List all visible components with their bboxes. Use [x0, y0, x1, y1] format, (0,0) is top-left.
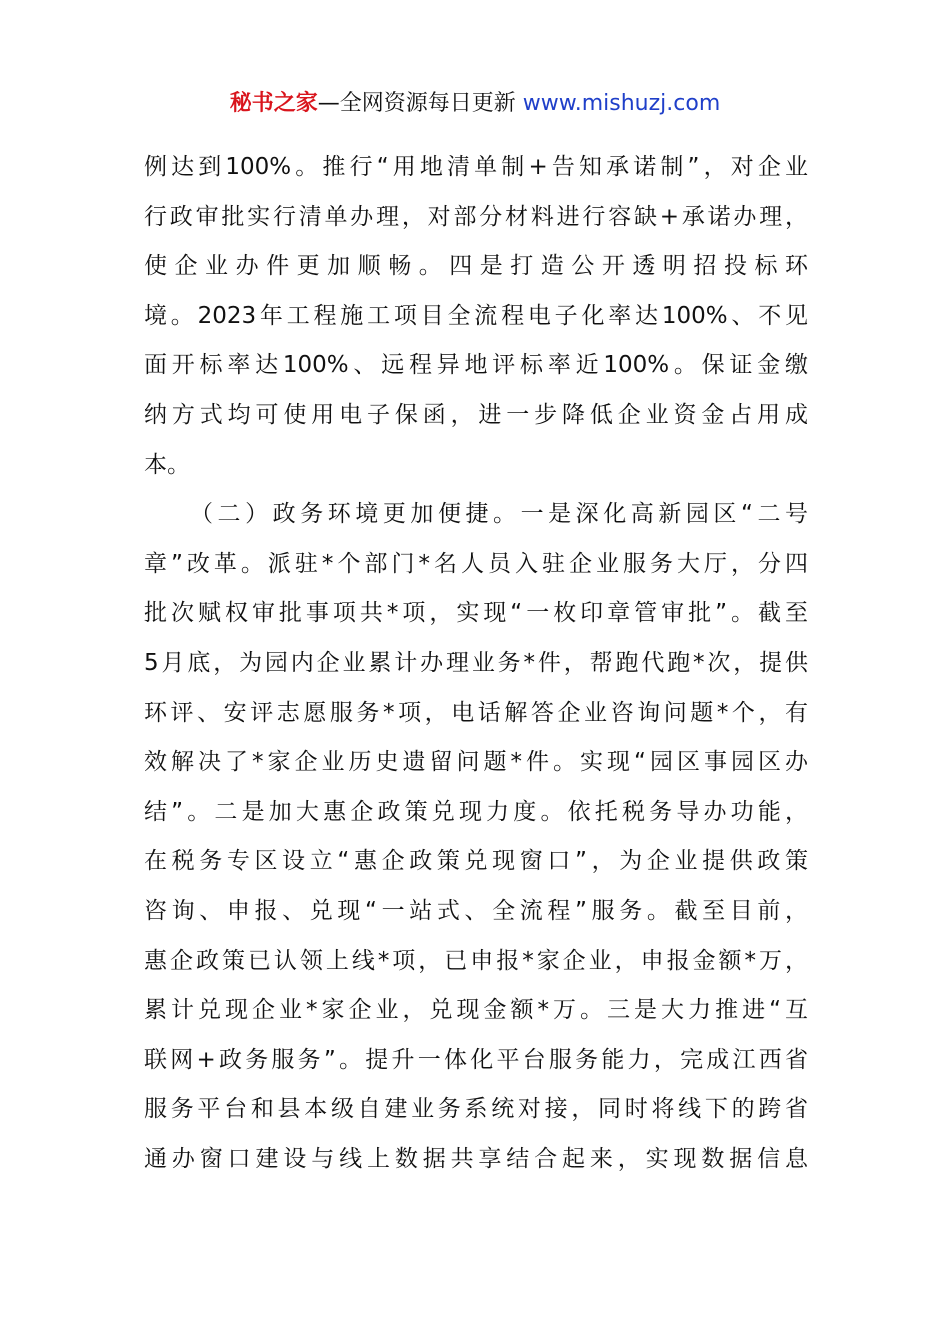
text-line: 效解决了*家企业历史遗留问题*件。实现“园区事园区办 — [144, 749, 808, 776]
site-brand: 秘书之家 — [229, 91, 318, 116]
text-line: 境。2023年工程施工项目全流程电子化率达100%、不见 — [144, 302, 808, 329]
site-tagline: —全网资源每日更新 — [317, 91, 523, 116]
text-line: 惠企政策已认领上线*项，已申报*家企业，申报金额*万， — [144, 947, 808, 974]
text-line: 环评、安评志愿服务*项，电话解答企业咨询问题*个，有 — [144, 699, 808, 726]
document-body — [144, 143, 808, 1184]
text-line: 联网+政务服务”。提升一体化平台服务能力，完成江西省 — [144, 1046, 808, 1073]
text-line: 纳方式均可使用电子保函，进一步降低企业资金占用成 — [144, 401, 808, 428]
text-line: 例达到100%。推行“用地清单制+告知承诺制”，对企业 — [144, 154, 808, 180]
text-line: （二）政务环境更加便捷。一是深化高新园区“二号 — [190, 501, 808, 528]
text-line: 咨询、申报、兑现“一站式、全流程”服务。截至目前， — [144, 897, 808, 924]
text-line: 面开标率达100%、远程异地评标率近100%。保证金缴 — [144, 352, 808, 379]
paragraph — [144, 490, 808, 1184]
text-line: 5月底，为园内企业累计办理业务*件，帮跑代跑*次，提供 — [144, 649, 808, 676]
text-line: 服务平台和县本级自建业务系统对接，同时将线下的跨省 — [144, 1096, 808, 1123]
text-line: 使企业办件更加顺畅。四是打造公开透明招投标环 — [144, 253, 808, 280]
site-header — [0, 88, 950, 120]
text-line: 累计兑现企业*家企业，兑现金额*万。三是大力推进“互 — [144, 997, 808, 1024]
text-line: 本。 — [144, 451, 190, 478]
text-line: 章”改革。派驻*个部门*名人员入驻企业服务大厅，分四 — [144, 550, 808, 577]
text-line: 行政审批实行清单办理，对部分材料进行容缺+承诺办理， — [144, 203, 808, 230]
site-url-link[interactable]: www.mishuzj.com — [522, 91, 721, 116]
paragraph — [144, 143, 808, 490]
text-line: 结”。二是加大惠企政策兑现力度。依托税务导办功能， — [144, 798, 808, 825]
text-line: 在税务专区设立“惠企政策兑现窗口”，为企业提供政策 — [144, 848, 808, 875]
text-line: 批次赋权审批事项共*项，实现“一枚印章管审批”。截至 — [144, 600, 808, 627]
text-line: 通办窗口建设与线上数据共享结合起来，实现数据信息 — [144, 1145, 808, 1172]
